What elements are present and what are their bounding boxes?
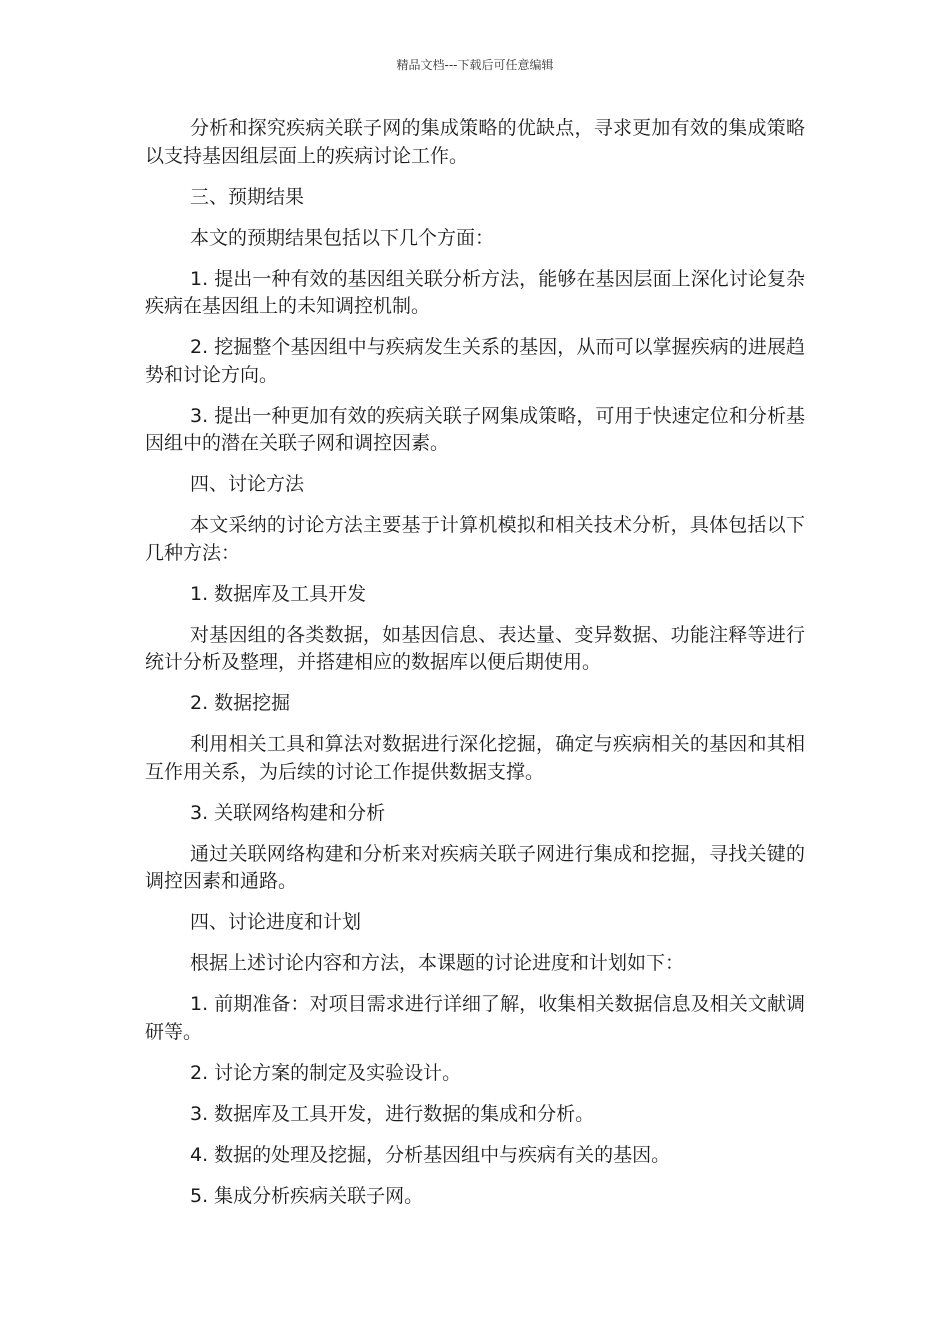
subheading-method-2: 2. 数据挖掘	[190, 692, 291, 714]
subheading-method-3: 3. 关联网络构建和分析	[190, 801, 386, 824]
paragraph-strategy-analysis: 分析和探究疾病关联子网的集成策略的优缺点，寻求更加有效的集成策略以支持基因组层面上的疾病讨论工作。	[145, 117, 805, 167]
paragraph-method-2: 利用相关工具和算法对数据进行深化挖掘，确定与疾病相关的基因和其相互作用关系，为后续的讨论工作提供数据支撑。	[145, 733, 805, 783]
list-item-schedule-1: 1. 前期准备：对项目需求进行详细了解，收集相关数据信息及相关文献调研等。	[145, 993, 805, 1043]
list-item-schedule-3: 3. 数据库及工具开发，进行数据的集成和分析。	[190, 1102, 595, 1125]
list-item-schedule-2: 2. 讨论方案的制定及实验设计。	[190, 1061, 462, 1084]
document-body	[145, 115, 805, 1224]
section-heading-expected-results: 三、预期结果	[190, 185, 305, 208]
paragraph-methods-intro: 本文采纳的讨论方法主要基于计算机模拟和相关技术分析，具体包括以下几种方法：	[145, 514, 805, 564]
section-heading-methods: 四、讨论方法	[190, 473, 305, 495]
paragraph-schedule-intro: 根据上述讨论内容和方法，本课题的讨论进度和计划如下：	[190, 952, 685, 974]
list-item-result-2: 2. 挖掘整个基因组中与疾病发生关系的基因，从而可以掌握疾病的进展趋势和讨论方向。	[145, 336, 805, 386]
paragraph-method-3: 通过关联网络构建和分析来对疾病关联子网进行集成和挖掘，寻找关键的调控因素和通路。	[145, 842, 805, 892]
paragraph-method-1: 对基因组的各类数据，如基因信息、表达量、变异数据、功能注释等进行统计分析及整理，并搭建相应的数据库以便后期使用。	[145, 623, 805, 673]
paragraph-expected-results-intro: 本文的预期结果包括以下几个方面：	[190, 226, 495, 249]
page-header: 精品文档---下载后可任意编辑	[396, 58, 554, 72]
list-item-result-3: 3. 提出一种更加有效的疾病关联子网集成策略，可用于快速定位和分析基因组中的潜在关联子网和调控因素。	[145, 404, 805, 454]
section-heading-schedule: 四、讨论进度和计划	[190, 911, 362, 933]
list-item-result-1: 1. 提出一种有效的基因组关联分析方法，能够在基因层面上深化讨论复杂疾病在基因组上的未知调控机制。	[145, 267, 805, 317]
list-item-schedule-5: 5. 集成分析疾病关联子网。	[190, 1184, 424, 1207]
subheading-method-1: 1. 数据库及工具开发	[190, 582, 367, 605]
list-item-schedule-4: 4. 数据的处理及挖掘，分析基因组中与疾病有关的基因。	[190, 1143, 671, 1166]
